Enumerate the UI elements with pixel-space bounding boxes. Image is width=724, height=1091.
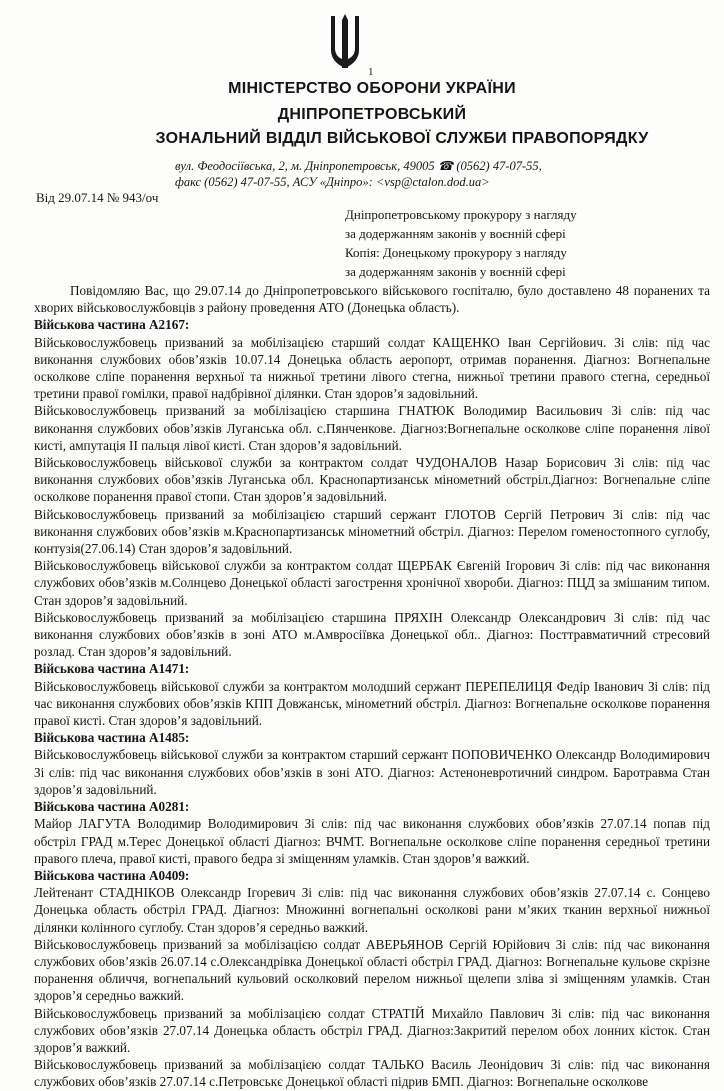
unit-heading: Військова частина А2167: [34, 317, 190, 333]
ministry-title: МІНІСТЕРСТВО ОБОРОНИ УКРАЇНИ [228, 80, 516, 97]
address-line-2: факс (0562) 47-07-55, АСУ «Дніпро»: <vsp@ctalon.dod.ua> [175, 175, 490, 189]
unit-heading: Військова частина А1471: [34, 661, 190, 677]
recipients-block [345, 205, 665, 281]
casualty-entry: Військовослужбовець військової служби за контрактом молодший сержант ПЕРЕПЕЛИЦЯ Федір Іванович Зі слів: під час виконання службових обов’язків КПП Довжанськ, мінометний обстріл. Діагноз: Вогнепальне осколкове поранення правої кисті. Стан здоров’я задовільний. [34, 678, 710, 729]
recipient-line-3: Копія: Донецькому прокурору з нагляду [345, 245, 567, 260]
unit-heading: Військова частина А0281: [34, 799, 190, 815]
recipient-line-1: Дніпропетровському прокурору з нагляду [345, 207, 577, 222]
address-line-1: вул. Феодосіївська, 2, м. Дніпропетровськ, 49005 ☎ (0562) 47-07-55, [175, 159, 542, 173]
unit-heading: Військова частина А0409: [34, 867, 190, 883]
department-title: ЗОНАЛЬНИЙ ВІДДІЛ ВІЙСЬКОВОЇ СЛУЖБИ ПРАВОПОРЯДКУ [155, 130, 649, 147]
page-mark: 1 [368, 66, 374, 78]
casualty-entry: Військовослужбовець призваний за мобілізацією солдат ТАЛЬКО Василь Леонідович Зі слів: під час виконання службових обов’язків 27.07.14 с.Петровськє Донецької області підрив БМП. Діагноз: Вогнепальне осколкове [34, 1057, 710, 1090]
casualty-entry: Військовослужбовець призваний за мобілізацією старший солдат КАЩЕНКО Іван Сергійович. Зі слів: під час виконання службових обов’язків 10.07.14 Донецька область аеропорт, отримав поранення. Діагноз: Вогнепальне осколкове сліпе поранення верхньої та нижньої третини лівого стегна, нижньої третини правого стегна, середньої третини правої гомілки, правої надбрівної ділянки. Стан здоров’я задовільний. [34, 334, 710, 402]
casualty-entry: Військовослужбовець призваний за мобілізацією солдат АВЕРЬЯНОВ Сергій Юрійович Зі слів: під час виконання службових обов’язків 26.07.14 с.Олександрівка Донецької області обстріл ГРАД. Діагноз: Вогнепальне кульове скрізне поранення обличчя, вогнепальний кульовий осколковий перелом нижньої щелепи зліва зі зміщенням уламків. Стан здоров’я середньо важкий. [34, 936, 710, 1004]
casualty-entry: Лейтенант СТАДНІКОВ Олександр Ігоревич Зі слів: під час виконання службових обов’язків 27.07.14 с. Сонцево Донецька область обстріл ГРАД. Діагноз: Множинні вогнепальні осколкові рани м’яких тканин верхньої нижньої ділянки колінного суглобу. Стан здоров’я середньо важкий. [34, 885, 710, 935]
report-body [34, 282, 710, 1091]
unit-heading: Військова частина А1485: [34, 730, 190, 746]
casualty-entry: Майор ЛАГУТА Володимир Володимирович Зі слів: під час виконання службових обов’язків 27.07.14 попав під обстріл ГРАД м.Терес Донецької області Діагноз: ВЧМТ. Вогнепальне осколкове сліпе поранення середньої третини правого плеча, правої кисті, правого бедра зі зміщенням уламків. Стан здоров’я важкий. [34, 816, 710, 866]
casualty-entry: Військовослужбовець призваний за мобілізацією старшина ГНАТЮК Володимир Васильович Зі слів: під час виконання службових обов’язків Луганська обл. с.Пянченкове. Діагноз:Вогнепальне осколкове сліпе поранення лівої кисті, ампутація II пальця лівої кисті. Стан здоров’я задовільний. [34, 403, 710, 453]
casualty-entry: Військовослужбовець призваний за мобілізацією солдат СТРАТІЙ Михайло Павлович Зі слів: під час виконання службових обов’язків 27.07.14 Донецька область обстріл ГРАД. Діагноз:Закритий перелом обох лонних кісток. Стан здоров’я важкий. [34, 1005, 710, 1055]
region-title: ДНІПРОПЕТРОВСЬКИЙ [277, 106, 467, 123]
intro-paragraph: Повідомляю Вас, що 29.07.14 до Дніпропетровського військового госпіталю, було доставлено 48 поранених та хворих військовослужбовців з району проведення АТО (Донецька область). [34, 283, 710, 316]
casualty-entry: Військовослужбовець військової служби за контрактом солдат ЩЕРБАК Євгеній Ігорович Зі слів: під час виконання службових обов’язків м.Солнцево Донецької області загострення хронічної хвороби. Діагноз: ПЦД за змішаним типом. Стан здоров’я задовільний. [34, 558, 710, 608]
casualty-entry: Військовослужбовець військової служби за контрактом старший сержант ПОПОВИЧЕНКО Олександр Володимирович Зі слів: під час виконання службових обов’язків в зоні АТО. Діагноз: Астеноневротичний синдром. Баротравма Стан здоров’я задовільний. [34, 747, 710, 797]
recipient-line-4: за додержанням законів у воєнній сфері [345, 264, 566, 279]
recipient-line-2: за додержанням законів у воєнній сфері [345, 226, 566, 241]
address-block [175, 158, 695, 190]
casualty-entry: Військовослужбовець призваний за мобілізацією старшина ПРЯХІН Олександр Олександрович Зі слів: під час виконання службових обов’язків в зоні АТО м.Амвросіївка Донецької обл.. Діагноз: Посттравматичний стресовий розлад. Стан здоров’я задовільний. [34, 609, 710, 660]
outgoing-number: Від 29.07.14 № 943/оч [36, 190, 159, 205]
trident-emblem-icon [327, 10, 363, 72]
casualty-entry: Військовослужбовець призваний за мобілізацією старший сержант ГЛОТОВ Сергій Петрович Зі слів: під час виконання службових обов’язків м.Краснопартизанськ мінометний обстріл. Діагноз: Перелом гоменостопного суглобу, контузія(27.06.14) Стан здоров’я задовільний. [34, 506, 710, 557]
casualty-entry: Військовослужбовець військової служби за контрактом солдат ЧУДОНАЛОВ Назар Борисович Зі слів: під час виконання службових обов’язків Луганська обл. Краснопартизанськ мінометний обстріл.Діагноз: Вогнепальне сліпе осколкове поранення правої стопи. Стан здоров’я задовільний. [34, 455, 710, 505]
